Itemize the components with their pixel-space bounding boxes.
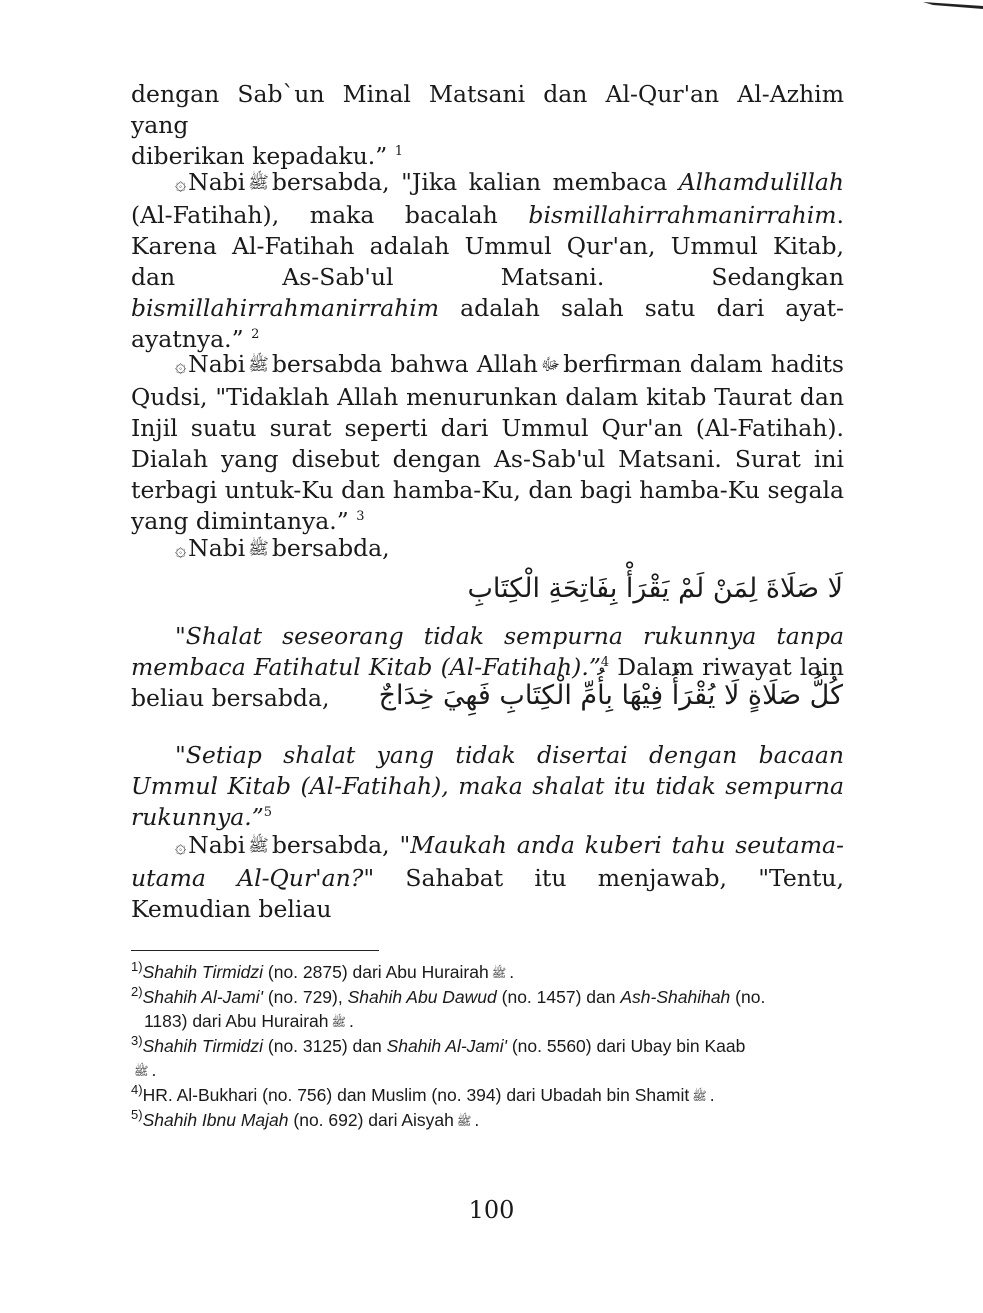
footnote-4: $^{4)}$HR. Al-Bukhari (no. 756) dan Muslim (no. 394) dari Ubadah bin Shamit ﷺ . xyxy=(131,1082,715,1105)
paragraph-6: "Setiap shalat yang tidak disertai dengan bacaan Ummul Kitab (Al-Fatihah), maka shalat itu tidak sempurna rukunnya.”$^5$ xyxy=(131,741,844,831)
page-number: 100 xyxy=(468,1196,515,1224)
companion-honorific-icon: ﷺ xyxy=(692,1089,707,1103)
honorific-icon: ﷺ xyxy=(248,836,269,856)
paragraph-2: ۞Nabi ﷺ bersabda, "Jika kalian membaca Alhamdulillah (Al-Fatihah), maka bacalah bismillahirrahmanirrahim. Karena Al-Fatihah adalah Ummul Qur'an, Ummul Kitab, dan As-Sab'ul Matsani. Sedangkan bismillahirrahmanirrahim adalah salah satu dari ayat-ayatnya.” $^2$ xyxy=(131,168,844,353)
footnote-1: $^{1)}$Shahih Tirmidzi (no. 2875) dari Abu Hurairah ﷺ . xyxy=(131,959,515,982)
arabic-hadith-2: كُلُّ صَلَاةٍ لَا يُقْرَأُ فِيْهَا بِأُمِّ الْكِتَابِ فَهِيَ خِدَاجٌ xyxy=(378,680,843,711)
footnote-ref-4: 4 xyxy=(600,655,610,671)
honorific-icon: ﷺ xyxy=(248,173,269,193)
paragraph-5: "Shalat seseorang tidak sempurna rukunnya tanpa membaca Fatihatul Kitab (Al-Fatihah).”$^4$ Dalam riwayat lain beliau bersabda, xyxy=(131,622,845,712)
footnote-3: $^{3)}$Shahih Tirmidzi (no. 3125) dan Shahih Al-Jami' (no. 5560) dari Ubay bin Kaab ﷺ . xyxy=(131,1033,746,1080)
footnote-divider xyxy=(131,950,379,951)
footnote-2: $^{2)}$Shahih Al-Jami' (no. 729), Shahih Abu Dawud (no. 1457) dan Ash-Shahihah (no. 1183) dari Abu Hurairah ﷺ . xyxy=(131,984,766,1031)
companion-honorific-icon: ﷺ xyxy=(331,1015,347,1029)
paragraph-4: ۞Nabi ﷺ bersabda, xyxy=(175,534,390,562)
star-ornament-icon: ۞ xyxy=(175,539,187,561)
footnote-5: $^{5)}$Shahih Ibnu Majah (no. 692) dari Aisyah ﷺ . xyxy=(131,1107,480,1130)
star-ornament-icon: ۞ xyxy=(175,355,187,377)
paragraph-3: ۞Nabi ﷺ bersabda bahwa Allah ﷻ berfirman dalam hadits Qudsi, "Tidaklah Allah menurunkan dalam kitab Taurat dan Injil suatu surat seperti dari Ummul Qur'an (Al-Fatihah). Dialah yang disebut dengan As-Sab'ul Matsani. Surat ini terbagi untuk-Ku dan hamba-Ku, dan bagi hamba-Ku segala yang dimintanya.” $^3$ xyxy=(131,350,844,535)
footnote-ref-5: 5 xyxy=(263,805,273,821)
footnote-ref-3: 3 xyxy=(356,509,365,525)
companion-honorific-icon: ﷺ xyxy=(134,1064,149,1078)
companion-honorific-icon: ﷺ xyxy=(456,1114,472,1128)
star-ornament-icon: ۞ xyxy=(175,836,187,858)
paragraph-7: ۞Nabi ﷺ bersabda, "Maukah anda kuberi tahu seutama-utama Al-Qur'an?" Sahabat itu menjawab, "Tentu, Kemudian beliau xyxy=(131,831,844,923)
footnote-ref-1: 1 xyxy=(394,144,403,160)
paragraph-1 xyxy=(131,79,844,172)
allah-honorific-icon: ﷻ xyxy=(540,355,561,375)
paragraph-1-line2: diberikan kepadaku.” $^1$ xyxy=(131,142,403,170)
honorific-icon: ﷺ xyxy=(248,539,269,559)
corner-scan-mark xyxy=(923,0,983,10)
honorific-icon: ﷺ xyxy=(248,355,269,375)
star-ornament-icon: ۞ xyxy=(175,173,187,195)
paragraph-1-line1: dengan Sab`un Minal Matsani dan Al-Qur'an Al-Azhim yang xyxy=(131,80,844,139)
footnote-ref-2: 2 xyxy=(251,327,260,343)
companion-honorific-icon: ﷺ xyxy=(491,966,507,980)
arabic-hadith-1: لَا صَلَاةَ لِمَنْ لَمْ يَقْرَأْ بِفَاتِحَةِ الْكِتَابِ xyxy=(467,573,843,604)
